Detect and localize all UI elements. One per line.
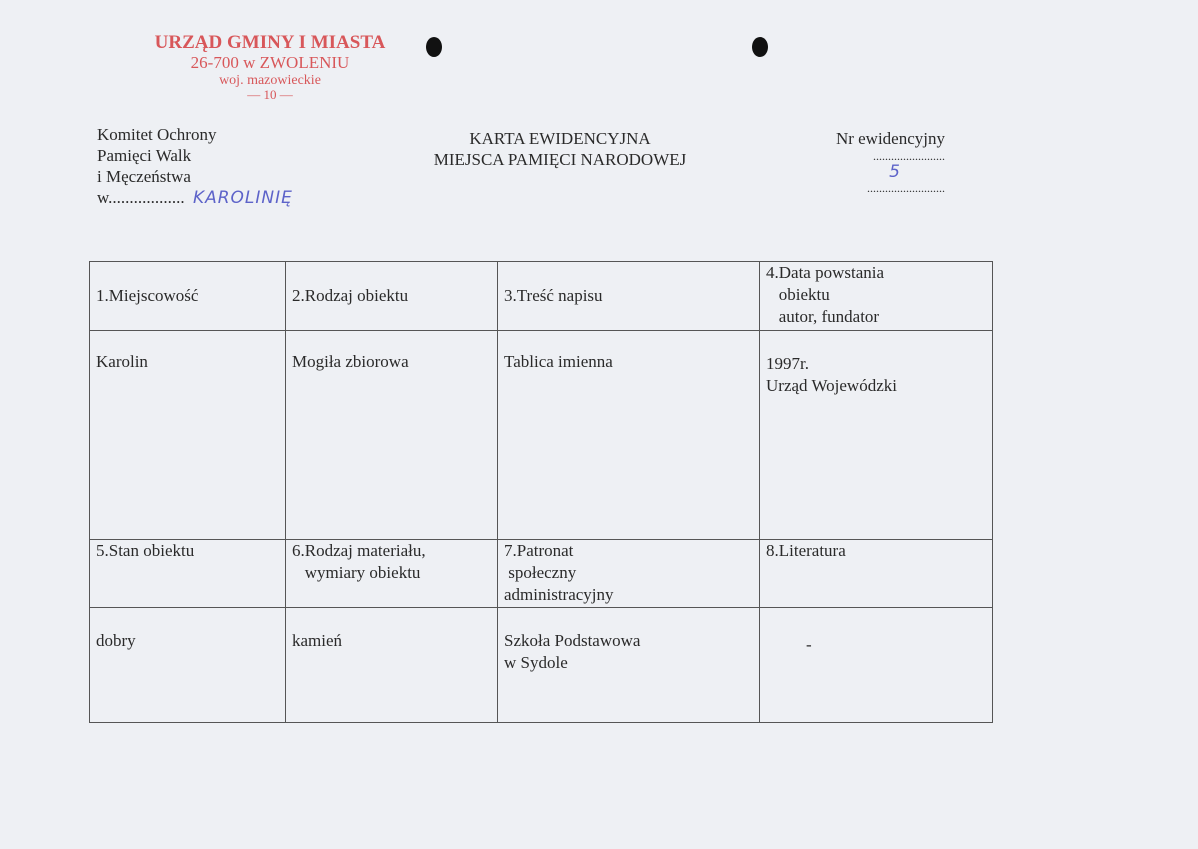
org-line: Komitet Ochrony: [97, 125, 217, 144]
handwritten-number: 5: [889, 162, 901, 182]
table-cell: Karolin: [90, 331, 286, 540]
table-cell: Szkoła Podstawowa w Sydole: [498, 608, 760, 723]
record-table: [89, 261, 993, 723]
punch-hole: [426, 37, 442, 57]
punch-hole: [752, 37, 768, 57]
handwritten-location: KAROLINIĘ: [192, 188, 293, 208]
table-cell: Mogiła zbiorowa: [286, 331, 498, 540]
office-stamp: [150, 33, 390, 102]
table-cell: dobry: [90, 608, 286, 723]
title-line: KARTA EWIDENCYJNA: [469, 129, 651, 148]
table-cell: 1997r. Urząd Wojewódzki: [760, 331, 993, 540]
nr-dots: ........................: [873, 149, 945, 163]
stamp-line: woj. mazowieckie: [219, 72, 321, 88]
table-header-cell: 4.Data powstania obiektu autor, fundator: [760, 262, 993, 331]
table-header-cell: 2.Rodzaj obiektu: [286, 262, 498, 331]
table-cell: kamień: [286, 608, 498, 723]
table-cell: Tablica imienna: [498, 331, 760, 540]
stamp-line: 26-700 w ZWOLENIU: [190, 52, 350, 72]
stamp-line: URZĄD GMINY I MIASTA: [154, 32, 386, 53]
record-number: [815, 128, 945, 195]
document-title: [380, 128, 740, 170]
table-header-cell: 5.Stan obiektu: [90, 540, 286, 608]
title-line: MIEJSCA PAMIĘCI NARODOWEJ: [433, 150, 687, 169]
table-header-cell: 7.Patronat społeczny administracyjny: [498, 540, 760, 608]
table-row: [90, 608, 993, 723]
table-header-cell: 8.Literatura: [760, 540, 993, 608]
table-row: [90, 540, 993, 608]
stamp-line: — 10 —: [247, 86, 293, 102]
org-line: i Męczeństwa: [97, 167, 191, 186]
table-row: [90, 331, 993, 540]
table-header-cell: 6.Rodzaj materiału, wymiary obiektu: [286, 540, 498, 608]
table-row: [90, 262, 993, 331]
table-header-cell: 3.Treść napisu: [498, 262, 760, 331]
org-line: w..................: [97, 188, 185, 207]
nr-label: Nr ewidencyjny: [835, 129, 945, 148]
organization-block: [97, 124, 293, 209]
table-header-cell: 1.Miejscowość: [90, 262, 286, 331]
table-cell: -: [760, 608, 993, 723]
org-line: Pamięci Walk: [97, 146, 192, 165]
nr-dots: ..........................: [867, 181, 945, 195]
